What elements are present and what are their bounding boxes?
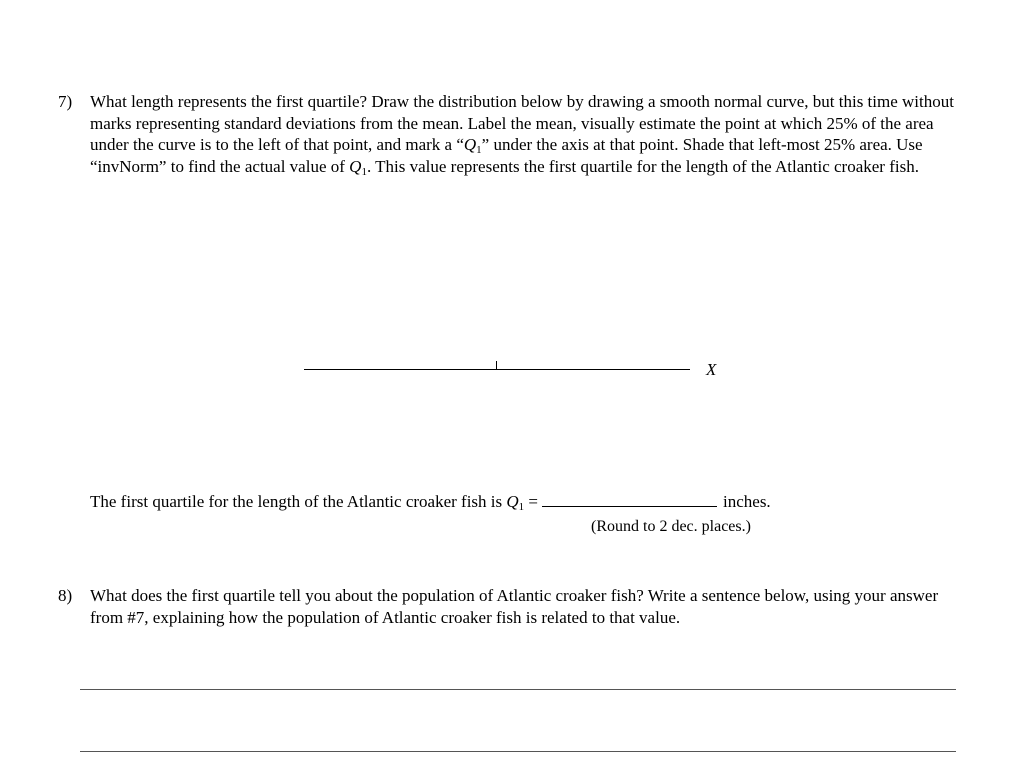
distribution-axis	[304, 358, 724, 382]
question-7	[58, 91, 968, 177]
answer-unit: inches.	[723, 492, 771, 511]
x-axis-label: X	[706, 360, 717, 379]
question-7-text: What length represents the first quartile? Draw the distribution below by drawing a smooth normal curve, but this time without marks representing standard deviations from the mean. Label the mean, visually estimate the point at which 25% of the area under the curve is to the left of that point, and mark a “$Q_1$” under the axis at that point. Shade that left-most 25% area. Use “invNorm” to find the actual value of $Q_1$. This value represents the first quartile for the length of the Atlantic croaker fish.	[90, 92, 954, 178]
question-8	[58, 585, 968, 628]
mean-tick-mark	[496, 361, 497, 369]
answer-line	[90, 491, 771, 513]
rounding-note: (Round to 2 dec. places.)	[591, 518, 751, 535]
answer-equals: =	[524, 492, 538, 511]
x-axis-line	[304, 369, 690, 370]
question-8-number: 8)	[58, 586, 73, 605]
question-7-number: 7)	[58, 92, 73, 111]
answer-writing-line-2[interactable]	[80, 751, 956, 752]
q1-symbol: Q	[506, 492, 519, 511]
question-8-text: What does the first quartile tell you about the population of Atlantic croaker fish? Write a sentence below, using your answer from #7, explaining how the population of Atlantic croaker fish is related to that value.	[90, 586, 939, 627]
answer-writing-line-1[interactable]	[80, 689, 956, 690]
answer-blank[interactable]	[542, 492, 717, 507]
q1-subscript: 1	[518, 501, 525, 513]
answer-prefix: The first quartile for the length of the Atlantic croaker fish is	[90, 492, 507, 511]
